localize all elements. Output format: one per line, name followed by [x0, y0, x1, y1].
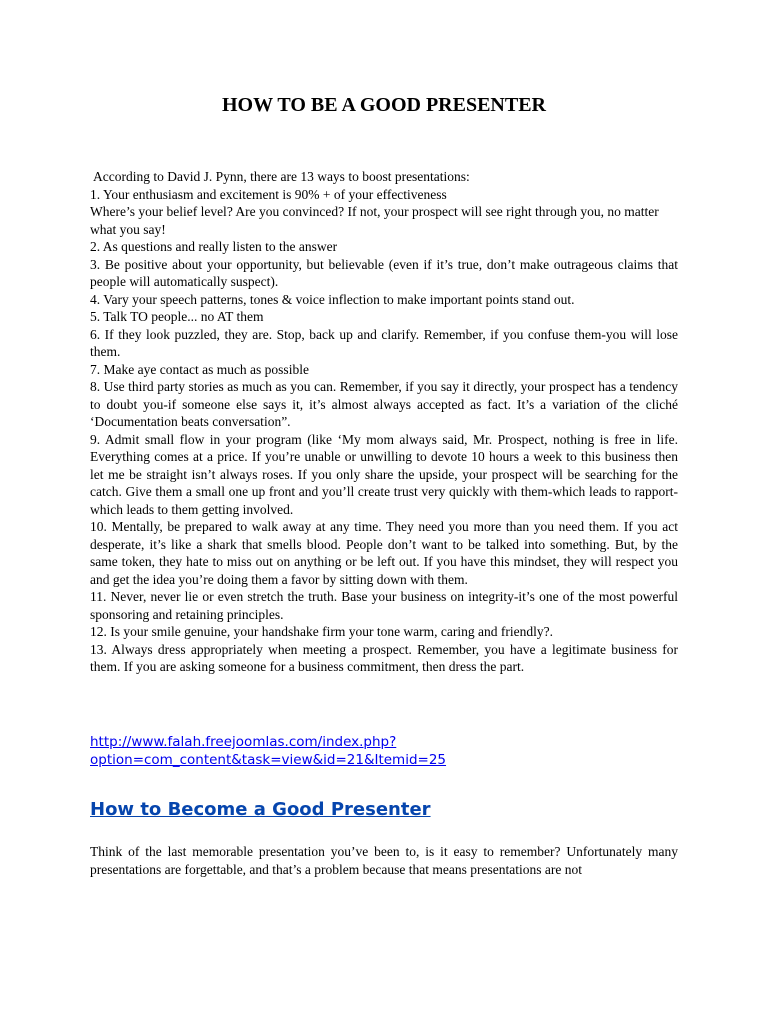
source-link-line: option=com_content&task=view&id=21&Itemid=25 [90, 752, 447, 768]
list-item: 4. Vary your speech patterns, tones & voice inflection to make important points stand out. [90, 291, 575, 307]
list-item: 10. Mentally, be prepared to walk away at any time. They need you more than you need them. If you act desperate, it’s like a shark that smells blood. People don’t want to be talked into something. But, by the same token, they hate to miss out on anything or be left out. If you have this mindset, they will respect you and get the idea you’re doing them a favor by sitting down with them. [90, 519, 678, 587]
list-item: Where’s your belief level? Are you convinced? If not, your prospect will see right through you, no matter what you say! [90, 204, 659, 237]
list-item: 11. Never, never lie or even stretch the truth. Base your business on integrity-it’s one of the most powerful sponsoring and retaining principles. [90, 589, 678, 622]
list-item: 2. As questions and really listen to the answer [90, 239, 338, 254]
list-item: 3. Be positive about your opportunity, but believable (even if it’s true, don’t make outrageous claims that people will automatically suspect). [90, 256, 678, 289]
source-link[interactable] [90, 733, 678, 769]
list-item: 5. Talk TO people... no AT them [90, 309, 264, 324]
intro-text: According to David J. Pynn, there are 13 ways to boost presentations: [93, 169, 470, 184]
document-page [90, 0, 678, 1024]
list-item: 1. Your enthusiasm and excitement is 90% + of your effectiveness [90, 186, 447, 202]
section-heading[interactable]: How to Become a Good Presenter [90, 799, 431, 820]
list-item: 6. If they look puzzled, they are. Stop, back up and clarify. Remember, if you confuse them-you will lose them. [90, 326, 678, 359]
list-item: 13. Always dress appropriately when meeting a prospect. Remember, you have a legitimate business for them. If you are asking someone for a business commitment, then dress the part. [90, 641, 678, 674]
list-item: 7. Make aye contact as much as possible [90, 361, 309, 377]
list-item: 9. Admit small flow in your program (like ‘My mom always said, Mr. Prospect, nothing is free in life. Everything comes at a price. If you’re unable or unwilling to devote 10 hours a week to this business then let me be straight isn’t always roses. If you only share the upside, your prospect will be searching for the catch. Give them a small one up front and you’ll create trust very quickly with them-which leads to rapport-which leads to them getting involved. [90, 431, 678, 517]
page-title: HOW TO BE A GOOD PRESENTER [222, 94, 546, 116]
section-paragraph: Think of the last memorable presentation you’ve been to, is it easy to remember? Unfortunately many presentations are forgettable, and that’s a problem because that means presentations are not [90, 844, 678, 877]
source-link-line: http://www.falah.freejoomlas.com/index.php? [90, 734, 397, 750]
list-item: 8. Use third party stories as much as you can. Remember, if you say it directly, your prospect has a tendency to doubt you-if someone else says it, it’s almost always accepted as fact. It’s a variation of the cliché ‘Documentation beats conversation”. [90, 379, 678, 429]
list-item: 12. Is your smile genuine, your handshake firm your tone warm, caring and friendly?. [90, 624, 553, 639]
tips-list [90, 168, 678, 676]
